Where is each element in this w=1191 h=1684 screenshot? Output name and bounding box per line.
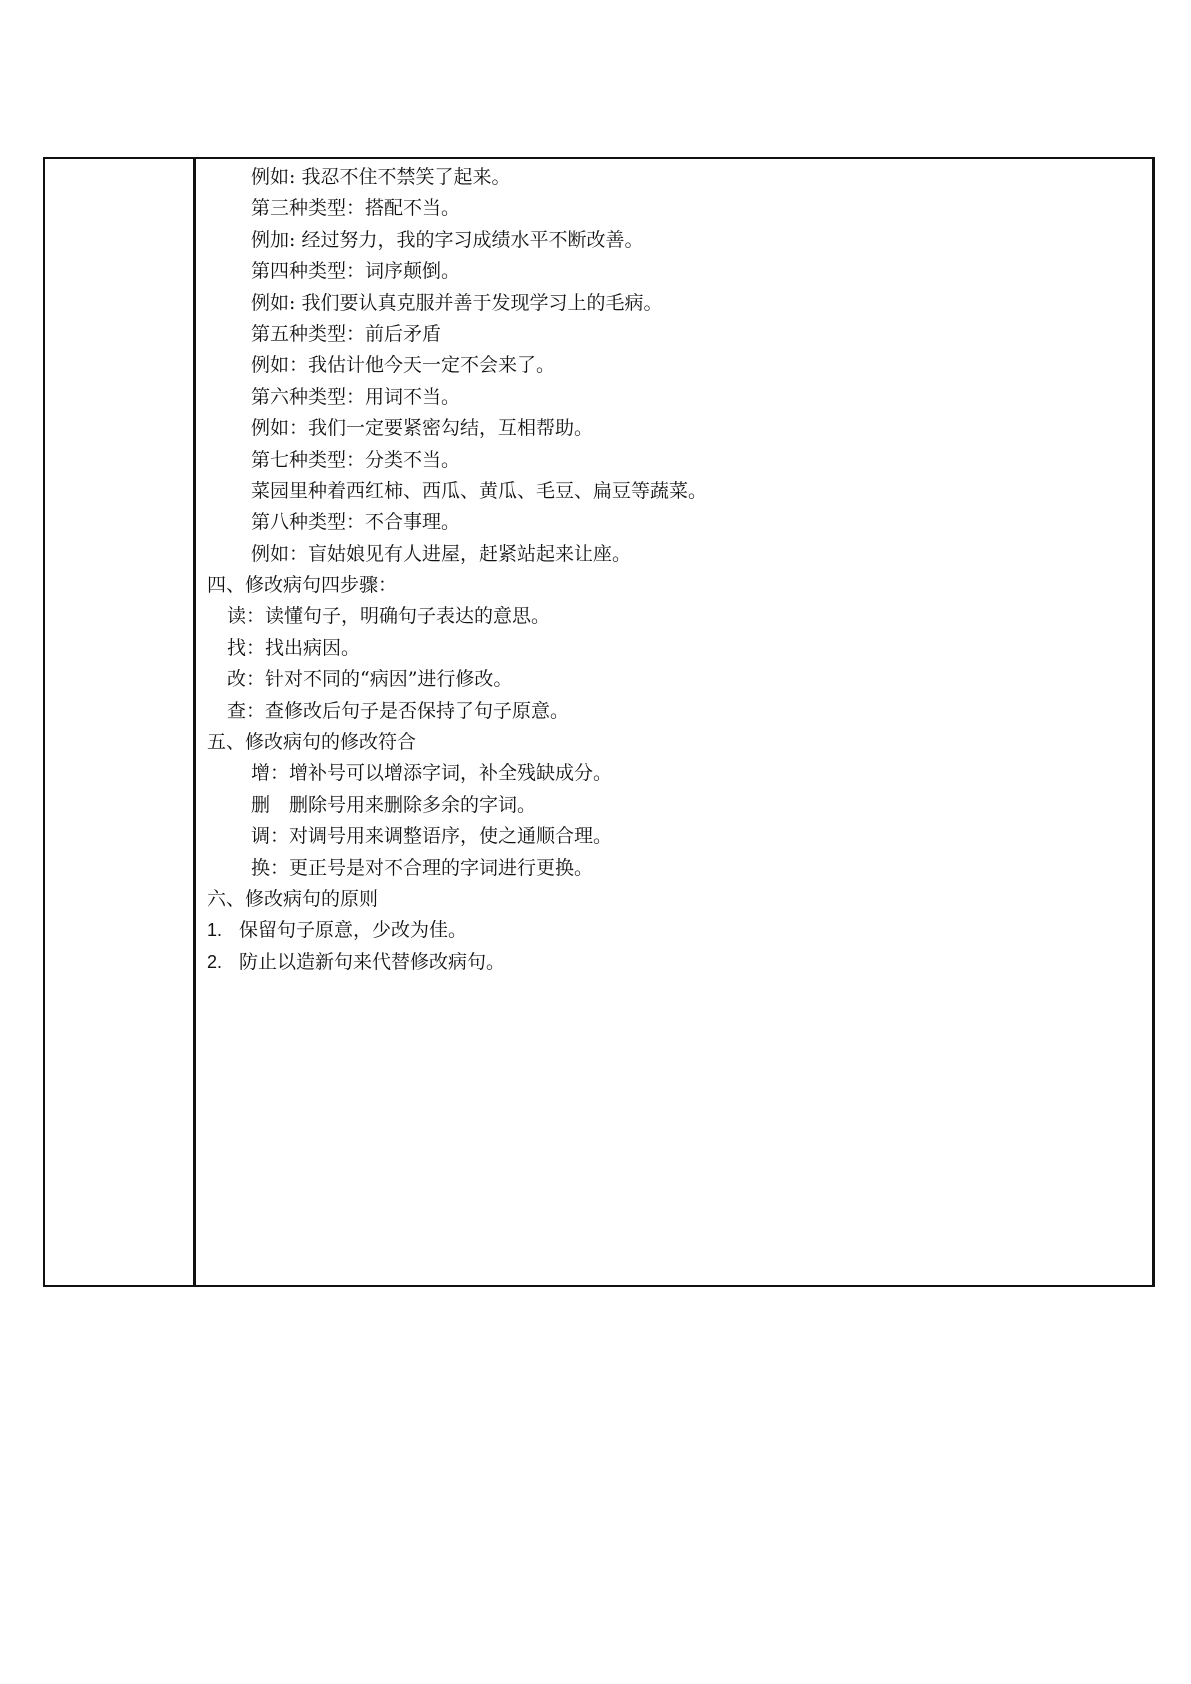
text-line: 读：读懂句子，明确句子表达的意思。 <box>227 605 551 628</box>
text-line: 第八种类型：不合事理。 <box>251 511 461 534</box>
content-cell <box>195 158 1154 1286</box>
section-heading: 四、修改病句四步骤： <box>207 574 398 597</box>
numbered-item <box>207 947 1152 978</box>
text-line: 例如：我估计他今天一定不会来了。 <box>251 354 556 377</box>
document-table <box>43 157 1155 1287</box>
numbered-item <box>207 915 1152 946</box>
item-number: 2. <box>207 951 223 972</box>
text-line: 查：查修改后句子是否保持了句子原意。 <box>227 699 570 722</box>
text-line: 例如: 我们要认真克服并善于发现学习上的毛病。 <box>251 291 663 314</box>
item-text: 防止以造新句来代替修改病句。 <box>239 950 506 973</box>
item-number: 1. <box>207 920 223 941</box>
text-line: 例加: 经过努力，我的字习成绩水平不断改善。 <box>251 228 644 251</box>
text-line: 例如: 我忍不住不禁笑了起来。 <box>251 166 511 188</box>
text-line: 第七种类型：分类不当。 <box>251 448 461 471</box>
text-line: 第六种类型：用词不当。 <box>251 385 461 408</box>
left-column-cell <box>44 158 195 1286</box>
text-line: 改：针对不同的“病因”进行修改。 <box>227 668 513 691</box>
text-line: 调：对调号用来调整语序，使之通顺合理。 <box>251 825 613 848</box>
text-line: 例如：盲姑娘见有人进屋，赶紧站起来让座。 <box>251 542 632 565</box>
text-line: 找：找出病因。 <box>227 636 361 659</box>
text-line: 例如：我们一定要紧密勾结，互相帮助。 <box>251 417 594 440</box>
text-line: 菜园里种着西红柿、西瓜、黄瓜、毛豆、扁豆等蔬菜。 <box>251 479 708 502</box>
text-line: 删 删除号用来删除多余的字词。 <box>251 793 537 816</box>
section-heading: 六、修改病句的原则 <box>207 887 379 910</box>
content-body <box>196 159 1152 978</box>
text-line: 第四种类型：词序颠倒。 <box>251 260 461 283</box>
text-line: 第五种类型：前后矛盾 <box>251 322 442 345</box>
text-line: 换：更正号是对不合理的字词进行更换。 <box>251 856 594 879</box>
section-heading: 五、修改病句的修改符合 <box>207 731 417 754</box>
text-line: 第三种类型：搭配不当。 <box>251 197 461 220</box>
item-text: 保留句子原意，少改为佳。 <box>239 919 468 942</box>
text-line: 增：增补号可以增添字词，补全残缺成分。 <box>251 762 613 785</box>
